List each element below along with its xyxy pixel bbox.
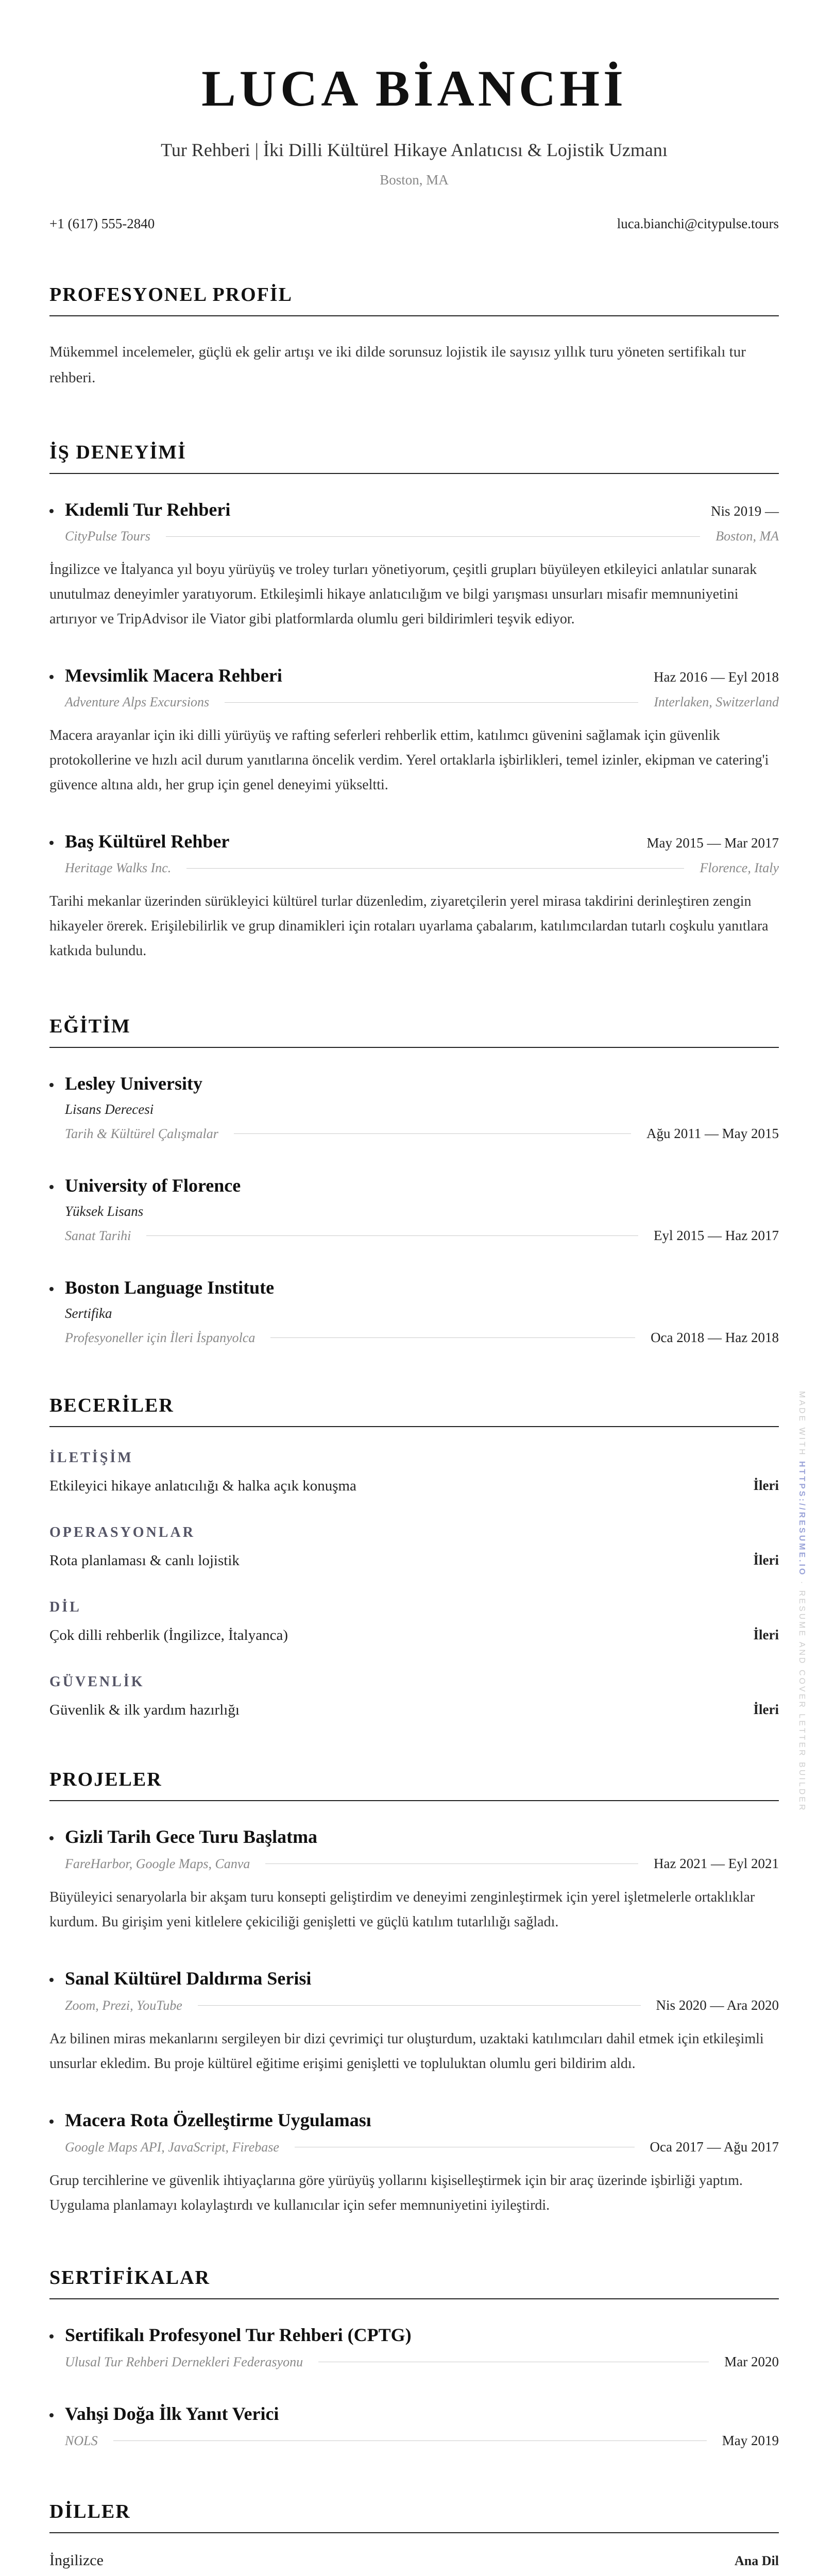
section-title-projects: PROJELER xyxy=(49,1768,779,1801)
job-location: Boston, MA xyxy=(715,529,779,544)
skill-level: İleri xyxy=(753,1478,779,1493)
skill-group xyxy=(49,1599,779,1644)
certification-issuer: NOLS xyxy=(65,2433,98,2448)
project-description: Az bilinen miras mekanlarını sergileyen bir dizi çevrimiçi tur oluşturdum, uzaktaki katılımcıları dahil etmek için etkileşimli unsurlar ekledim. Bu proje kültürel eğitime erişimi genişletti ve topluluktan olumlu geri bildirim aldı. xyxy=(49,2031,764,2072)
job-location: Florence, Italy xyxy=(700,860,779,875)
certification-item xyxy=(49,2403,779,2449)
degree: Sertifika xyxy=(65,1306,112,1321)
education-section xyxy=(49,1015,779,1346)
skill-group-title: OPERASYONLAR xyxy=(49,1524,195,1540)
profile-section xyxy=(49,283,779,391)
education-date: Ağu 2011 — May 2015 xyxy=(646,1126,779,1141)
project-title: Sanal Kültürel Daldırma Serisi xyxy=(49,1968,311,1989)
employer: Heritage Walks Inc. xyxy=(65,860,172,875)
skill-group xyxy=(49,1450,779,1495)
field-of-study: Sanat Tarihi xyxy=(65,1228,131,1243)
profile-summary: Mükemmel incelemeler, güçlü ek gelir artışı ve iki dilde sorunsuz lojistik ile sayısız yıllık turu yöneten sertifikalı tur rehberi. xyxy=(49,344,746,386)
employer: CityPulse Tours xyxy=(65,529,150,544)
field-of-study: Profesyoneller için İleri İspanyolca xyxy=(65,1330,255,1345)
education-item xyxy=(49,1175,779,1244)
skill-group-title: İLETİŞİM xyxy=(49,1450,133,1466)
education-date: Eyl 2015 — Haz 2017 xyxy=(654,1228,779,1243)
section-title-education: EĞİTİM xyxy=(49,1015,779,1048)
phone-number[interactable]: +1 (617) 555-2840 xyxy=(49,216,155,231)
certification-item xyxy=(49,2324,779,2370)
section-title-languages: DİLLER xyxy=(49,2500,779,2533)
section-title-experience: İŞ DENEYİMİ xyxy=(49,441,779,474)
divider xyxy=(234,1133,631,1134)
skills-section xyxy=(49,1394,779,1719)
project-tools: Google Maps API, JavaScript, Firebase xyxy=(65,2139,279,2155)
skill-level: İleri xyxy=(753,1702,779,1717)
divider xyxy=(166,536,700,537)
skill-name: Rota planlaması & canlı lojistik xyxy=(49,1552,240,1569)
divider xyxy=(198,2005,641,2006)
skill-group xyxy=(49,1524,779,1569)
certification-date: May 2019 xyxy=(722,2433,779,2448)
skill-level: İleri xyxy=(753,1627,779,1642)
experience-section xyxy=(49,441,779,963)
credit-suffix: · RESUME AND COVER LETTER BUILDER xyxy=(797,1577,806,1812)
job-title: Kıdemli Tur Rehberi xyxy=(49,499,230,520)
project-item xyxy=(49,1968,779,2076)
job-title: Mevsimlik Macera Rehberi xyxy=(49,665,282,686)
certification-issuer: Ulusal Tur Rehberi Dernekleri Federasyonu xyxy=(65,2354,303,2369)
divider xyxy=(225,702,638,703)
divider xyxy=(146,1235,638,1236)
education-item xyxy=(49,1073,779,1142)
job-description: Tarihi mekanlar üzerinden sürükleyici kültürel turlar düzenledim, ziyaretçilerin yerel mirasa takdirini derinleştiren zengin hikayeler örerek. Erişilebilirlik ve grup dinamikleri için rotaları uyarlama çabalarım, katılımcılardan tutarlı coşkulu yanıtlara katkıda bulundu. xyxy=(49,893,769,959)
section-title-skills: BECERİLER xyxy=(49,1394,779,1427)
school-name: University of Florence xyxy=(49,1175,241,1196)
credit-prefix: MADE WITH xyxy=(797,1391,806,1461)
project-item xyxy=(49,1826,779,1935)
project-item xyxy=(49,2109,779,2218)
location: Boston, MA xyxy=(380,172,449,188)
project-description: Grup tercihlerine ve güvenlik ihtiyaçlarına göre yürüyüş yollarını kişiselleştirmek için bir araç üzerinde işbirliği yaptım. Uygulama planlamayı kolaylaştırdı ve kullanıcılar için sefer memnuniyetini iyileştirdi. xyxy=(49,2173,743,2213)
divider xyxy=(265,1863,638,1864)
certification-date: Mar 2020 xyxy=(724,2354,779,2369)
education-item xyxy=(49,1277,779,1346)
certification-title: Vahşi Doğa İlk Yanıt Verici xyxy=(49,2403,279,2425)
skill-name: Çok dilli rehberlik (İngilizce, İtalyanca) xyxy=(49,1627,288,1643)
job-title: Baş Kültürel Rehber xyxy=(49,831,229,852)
job-date: Haz 2016 — Eyl 2018 xyxy=(654,669,779,685)
project-title: Macera Rota Özelleştirme Uygulaması xyxy=(49,2109,371,2131)
experience-item xyxy=(49,665,779,798)
job-date: Nis 2019 — xyxy=(710,503,779,519)
education-date: Oca 2018 — Haz 2018 xyxy=(651,1330,779,1345)
email-address[interactable]: luca.bianchi@citypulse.tours xyxy=(617,216,779,231)
skill-group-title: GÜVENLİK xyxy=(49,1674,145,1690)
project-date: Haz 2021 — Eyl 2021 xyxy=(654,1856,779,1871)
language-name: İngilizce xyxy=(49,2552,104,2569)
credit-link[interactable]: HTTPS://RESUME.IO xyxy=(797,1461,806,1577)
job-description: Macera arayanlar için iki dilli yürüyüş ve rafting seferleri rehberlik ettim, katılımcı güvenini sağlamak için güvenlik protokollerine ve hızlı acil durum yanıtlarına öncelik verdim. Yerel ortaklarla işbirlikleri, temel izinler, ekipman ve catering'i güvence altına aldı, her grup için genel deneyimi yükseltti. xyxy=(49,727,769,793)
skill-name: Etkileyici hikaye anlatıcılığı & halka açık konuşma xyxy=(49,1478,356,1494)
resume-page xyxy=(49,0,779,2576)
language-level: Ana Dil xyxy=(735,2553,779,2568)
project-title: Gizli Tarih Gece Turu Başlatma xyxy=(49,1826,317,1848)
builder-credit xyxy=(797,1391,806,1812)
experience-item xyxy=(49,831,779,963)
language-row xyxy=(49,2552,779,2576)
job-date: May 2015 — Mar 2017 xyxy=(646,835,779,851)
skill-name: Güvenlik & ilk yardım hazırlığı xyxy=(49,1702,240,1718)
project-description: Büyüleyici senaryolarla bir akşam turu konsepti geliştirdim ve deneyimi zenginleştirmek için yerel işletmelerle ortaklıklar kurdum. Bu girişim yeni kitlelere çekiciliği genişletti ve güçlü katılım tutarlılığı sağladı. xyxy=(49,1889,755,1930)
divider xyxy=(270,1337,635,1338)
degree: Yüksek Lisans xyxy=(65,1204,144,1219)
divider xyxy=(186,868,684,869)
languages-section xyxy=(49,2500,779,2576)
school-name: Boston Language Institute xyxy=(49,1277,274,1298)
field-of-study: Tarih & Kültürel Çalışmalar xyxy=(65,1126,218,1141)
certification-title: Sertifikalı Profesyonel Tur Rehberi (CPTG) xyxy=(49,2324,412,2346)
project-date: Oca 2017 — Ağu 2017 xyxy=(650,2139,779,2155)
certifications-section xyxy=(49,2266,779,2449)
skill-group xyxy=(49,1674,779,1719)
project-date: Nis 2020 — Ara 2020 xyxy=(656,1997,779,2013)
contact-row xyxy=(49,216,779,232)
candidate-name: LUCA BİANCHİ xyxy=(201,60,627,117)
job-description: İngilizce ve İtalyanca yıl boyu yürüyüş ve troley turları yönetiyorum, çeşitli grupları büyüleyen etkileyici anlatılar sunarak unutulmaz deneyimler yaratıyorum. Etkileşimli hikaye anlatıcılığım ve bilgi yarışması unsurları misafir memnuniyetini artırıyor ve TripAdvisor ile Viator gibi platformlarda olumlu geri bildirimleri teşvik ediyor. xyxy=(49,562,757,627)
employer: Adventure Alps Excursions xyxy=(65,694,210,709)
projects-section xyxy=(49,1768,779,2218)
project-tools: FareHarbor, Google Maps, Canva xyxy=(65,1856,250,1871)
school-name: Lesley University xyxy=(49,1073,202,1094)
job-location: Interlaken, Switzerland xyxy=(654,694,779,709)
degree: Lisans Derecesi xyxy=(65,1101,154,1117)
experience-item xyxy=(49,499,779,632)
headline: Tur Rehberi | İki Dilli Kültürel Hikaye Anlatıcısı & Lojistik Uzmanı xyxy=(161,140,668,160)
section-title-profile: PROFESYONEL PROFİL xyxy=(49,283,779,316)
project-tools: Zoom, Prezi, YouTube xyxy=(65,1997,182,2013)
section-title-certifications: SERTİFİKALAR xyxy=(49,2266,779,2299)
skill-level: İleri xyxy=(753,1552,779,1568)
skill-group-title: DİL xyxy=(49,1599,81,1615)
